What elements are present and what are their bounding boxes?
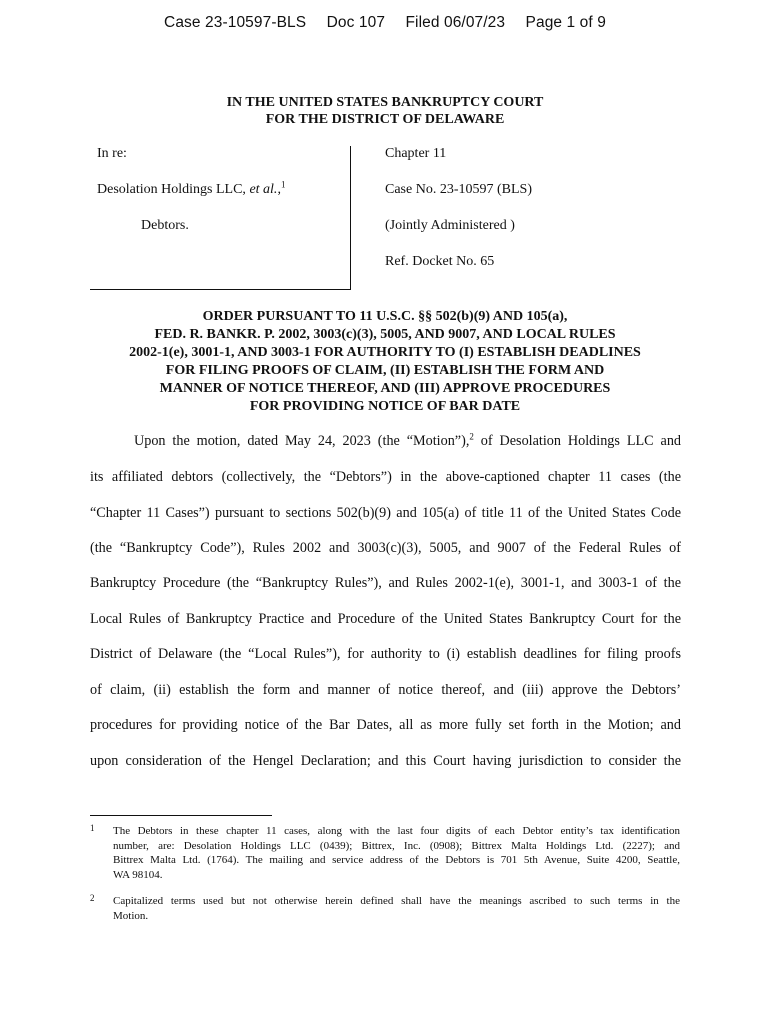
body-line: its affiliated debtors (collectively, the “Debtors”) in the above-captioned chapter 11 cases (the xyxy=(90,469,681,485)
body-line: District of Delaware (the “Local Rules”), for authority to (i) establish deadlines for filing proofs xyxy=(90,646,681,662)
court-heading-line-2: FOR THE DISTRICT OF DELAWARE xyxy=(265,112,505,127)
filed-date-stamp: Filed 06/07/23 xyxy=(405,14,506,31)
footnote-line: WA 98104. xyxy=(113,868,163,881)
footnote-line: The Debtors in these chapter 11 cases, along with the last four digits of each Debtor entity’s tax identification xyxy=(113,825,680,837)
body-line-1-start: Upon the motion, dated May 24, 2023 (the “Motion”), xyxy=(134,433,470,449)
order-title xyxy=(0,308,770,416)
caption-vertical-rule xyxy=(350,146,351,289)
order-title-line: FED. R. BANKR. P. 2002, 3003(c)(3), 5005, AND 9007, AND LOCAL RULES xyxy=(154,327,616,342)
debtor-name-text: Desolation Holdings LLC, xyxy=(97,182,250,197)
footnote-text xyxy=(113,824,680,882)
order-title-line: ORDER PURSUANT TO 11 U.S.C. §§ 502(b)(9) AND 105(a), xyxy=(202,309,568,324)
debtors-label: Debtors. xyxy=(141,218,189,233)
ref-docket-label: Ref. Docket No. 65 xyxy=(385,254,495,269)
footnote-line: Motion. xyxy=(113,909,149,922)
debtor-name-comma: , xyxy=(277,182,281,197)
chapter-label: Chapter 11 xyxy=(385,146,447,161)
filing-header xyxy=(0,14,770,32)
case-number-label: Case No. 23-10597 (BLS) xyxy=(385,182,532,197)
footnote-text xyxy=(113,894,680,923)
body-line: procedures for providing notice of the Bar Dates, all as more fully set forth in the Motion; and xyxy=(90,717,681,733)
page-number-stamp: Page 1 of 9 xyxy=(525,14,606,31)
doc-number-stamp: Doc 107 xyxy=(326,14,386,31)
body-line-1-end: of Desolation Holdings LLC and xyxy=(473,433,682,449)
body-line xyxy=(90,423,681,459)
court-heading-line-1: IN THE UNITED STATES BANKRUPTCY COURT xyxy=(226,95,544,110)
footnote-number: 1 xyxy=(90,823,95,833)
footnote-line: Bittrex Malta Ltd. (1764). The mailing and service address of the Debtors is 701 5th Avenue, Suite 4200, Seattle, xyxy=(113,854,680,866)
court-heading xyxy=(0,94,770,128)
in-re-label: In re: xyxy=(97,146,127,161)
order-title-line: 2002-1(e), 3001-1, AND 3003-1 FOR AUTHORITY TO (I) ESTABLISH DEADLINES xyxy=(129,345,641,360)
footnote-line: Capitalized terms used but not otherwise herein defined shall have the meanings ascribed to such terms in the xyxy=(113,895,680,907)
case-number-stamp: Case 23-10597-BLS xyxy=(164,14,307,31)
footnote-ref-2: 2 xyxy=(469,431,474,442)
footnote-number: 2 xyxy=(90,893,95,903)
body-line: upon consideration of the Hengel Declaration; and this Court having jurisdiction to consider the xyxy=(90,753,681,769)
body-line: Bankruptcy Procedure (the “Bankruptcy Rules”), and Rules 2002-1(e), 3001-1, and 3003-1 of the xyxy=(90,575,681,591)
footnote-line: number, are: Desolation Holdings LLC (0439); Bittrex, Inc. (0908); Bittrex Malta Holdings Ltd. (2227); and xyxy=(113,839,680,852)
body-line: (the “Bankruptcy Code”), Rules 2002 and 3003(c)(3), 5005, and 9007 of the Federal Rules of xyxy=(90,540,681,556)
debtor-name xyxy=(97,179,286,198)
caption-horizontal-rule xyxy=(90,289,351,290)
jointly-administered-label: (Jointly Administered ) xyxy=(385,218,515,233)
order-title-line: MANNER OF NOTICE THEREOF, AND (III) APPROVE PROCEDURES xyxy=(159,381,611,396)
order-title-line: FOR PROVIDING NOTICE OF BAR DATE xyxy=(249,399,521,414)
order-title-line: FOR FILING PROOFS OF CLAIM, (II) ESTABLISH THE FORM AND xyxy=(165,363,605,378)
et-al-text: et al. xyxy=(249,182,278,197)
body-line: Local Rules of Bankruptcy Practice and Procedure of the United States Bankruptcy Court for the xyxy=(90,611,681,627)
footnote-ref-1: 1 xyxy=(280,179,286,190)
footnote-separator xyxy=(90,815,272,816)
body-line: “Chapter 11 Cases”) pursuant to sections 502(b)(9) and 105(a) of title 11 of the United States Code xyxy=(90,505,681,521)
body-line: of claim, (ii) establish the form and manner of notice thereof, and (iii) approve the Debtors’ xyxy=(90,682,681,698)
